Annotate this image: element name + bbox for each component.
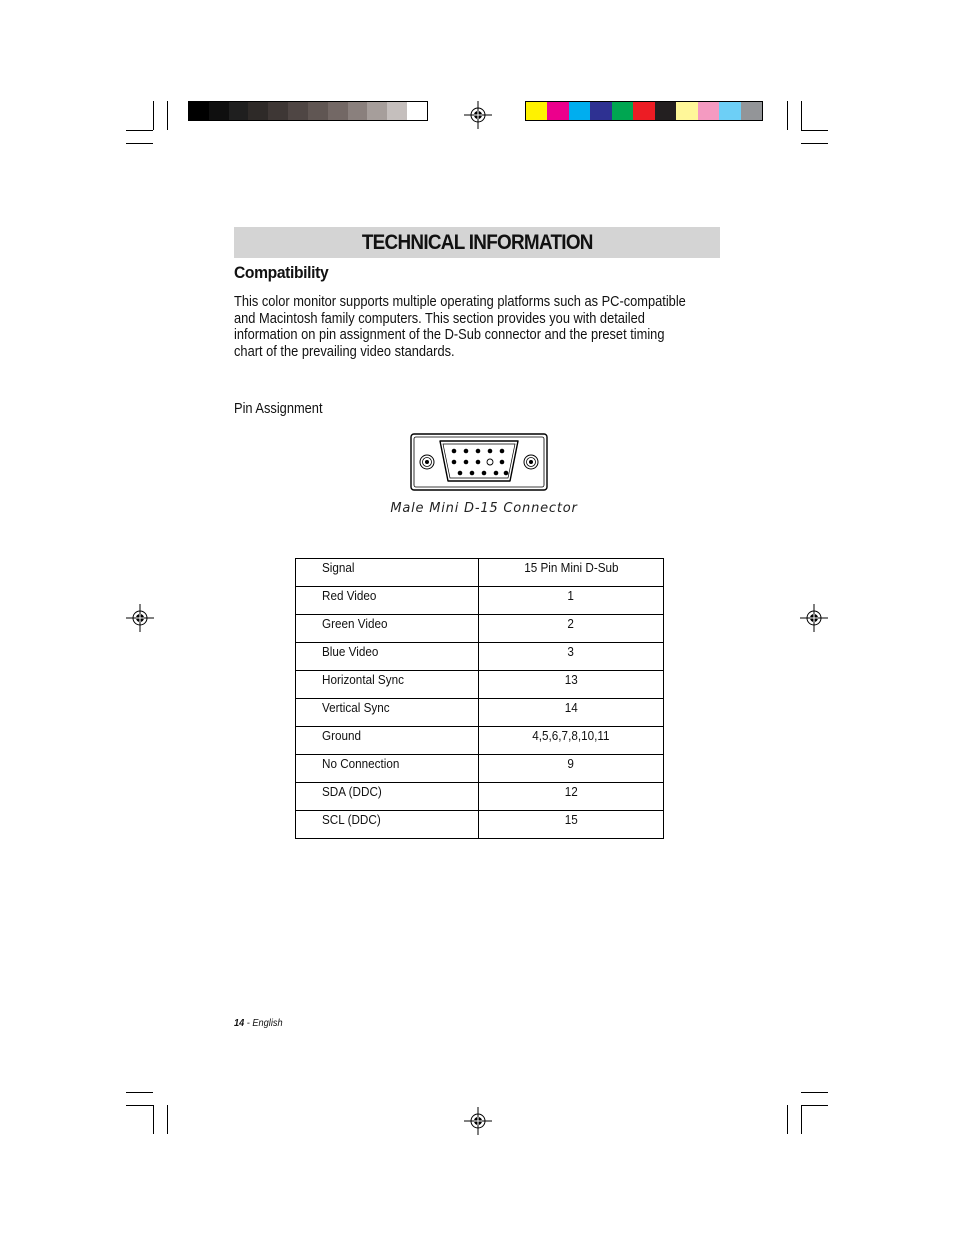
table-row <box>296 671 664 699</box>
connector-caption: Male Mini D-15 Connector <box>390 501 578 516</box>
registration-mark-icon <box>464 1107 492 1135</box>
color-swatch <box>387 102 407 120</box>
page-title: TECHNICAL INFORMATION <box>361 230 593 254</box>
table-row <box>296 643 664 671</box>
table-row <box>296 615 664 643</box>
signal-cell: Horizontal Sync <box>296 671 479 699</box>
color-swatch <box>189 102 209 120</box>
grayscale-calibration-bar <box>188 101 428 121</box>
color-swatch <box>328 102 348 120</box>
registration-mark-icon <box>800 604 828 632</box>
pin-cell: 15 <box>479 811 664 839</box>
crop-mark <box>801 143 828 144</box>
table-row <box>296 699 664 727</box>
signal-cell: Vertical Sync <box>296 699 479 727</box>
registration-mark-icon <box>126 604 154 632</box>
color-swatch <box>367 102 387 120</box>
crop-mark <box>153 101 154 130</box>
signal-cell: Blue Video <box>296 643 479 671</box>
signal-cell: SCL (DDC) <box>296 811 479 839</box>
color-swatch <box>248 102 268 120</box>
color-swatch <box>268 102 288 120</box>
crop-mark <box>787 1105 788 1134</box>
color-swatch <box>612 102 633 120</box>
pin-assignment-label: Pin Assignment <box>234 401 323 417</box>
pin-cell: 1 <box>479 587 664 615</box>
table-header-row <box>296 559 664 587</box>
registration-mark-icon <box>464 101 492 129</box>
signal-cell: Green Video <box>296 615 479 643</box>
crop-mark <box>801 1105 828 1106</box>
color-swatch <box>676 102 697 120</box>
pin-cell: 3 <box>479 643 664 671</box>
color-calibration-bar <box>525 101 763 121</box>
color-swatch <box>698 102 719 120</box>
page-number: 14 <box>234 1018 245 1029</box>
d15-connector-illustration <box>410 433 548 491</box>
crop-mark <box>126 143 153 144</box>
pin-cell: 2 <box>479 615 664 643</box>
table-row <box>296 755 664 783</box>
color-swatch <box>719 102 740 120</box>
table-row <box>296 811 664 839</box>
color-swatch <box>526 102 547 120</box>
pin-cell: 13 <box>479 671 664 699</box>
color-swatch <box>590 102 611 120</box>
signal-cell: Ground <box>296 727 479 755</box>
pin-cell: 4,5,6,7,8,10,11 <box>479 727 664 755</box>
color-swatch <box>633 102 654 120</box>
color-swatch <box>655 102 676 120</box>
crop-mark <box>126 130 153 131</box>
signal-cell: SDA (DDC) <box>296 783 479 811</box>
color-swatch <box>288 102 308 120</box>
page-title-band <box>234 227 720 258</box>
color-swatch <box>741 102 762 120</box>
crop-mark <box>153 1105 154 1134</box>
color-swatch <box>547 102 568 120</box>
color-swatch <box>308 102 328 120</box>
footer-language: - English <box>244 1018 283 1029</box>
crop-mark <box>801 1105 802 1134</box>
crop-mark <box>167 101 168 130</box>
crop-mark <box>801 130 828 131</box>
table-header-cell: Signal <box>296 559 479 587</box>
color-swatch <box>229 102 249 120</box>
crop-mark <box>126 1092 153 1093</box>
color-swatch <box>209 102 229 120</box>
crop-mark <box>126 1105 153 1106</box>
color-swatch <box>348 102 368 120</box>
crop-mark <box>167 1105 168 1134</box>
page-footer <box>234 1018 283 1029</box>
section-heading: Compatibility <box>234 263 329 282</box>
crop-mark <box>801 101 802 130</box>
section-paragraph: This color monitor supports multiple operating platforms such as PC-compatible and Macintosh family computers. This section provides you with detailed information on pin assignment of the D-Sub connector and the preset timing chart of the prevailing video standards. <box>234 294 686 360</box>
signal-cell: Red Video <box>296 587 479 615</box>
table-row <box>296 587 664 615</box>
color-swatch <box>407 102 427 120</box>
pin-cell: 14 <box>479 699 664 727</box>
pin-cell: 12 <box>479 783 664 811</box>
color-swatch <box>569 102 590 120</box>
table-row <box>296 727 664 755</box>
table-header-cell: 15 Pin Mini D-Sub <box>479 559 664 587</box>
signal-cell: No Connection <box>296 755 479 783</box>
pin-cell: 9 <box>479 755 664 783</box>
crop-mark <box>801 1092 828 1093</box>
crop-mark <box>787 101 788 130</box>
pin-assignment-table <box>295 558 664 839</box>
table-row <box>296 783 664 811</box>
